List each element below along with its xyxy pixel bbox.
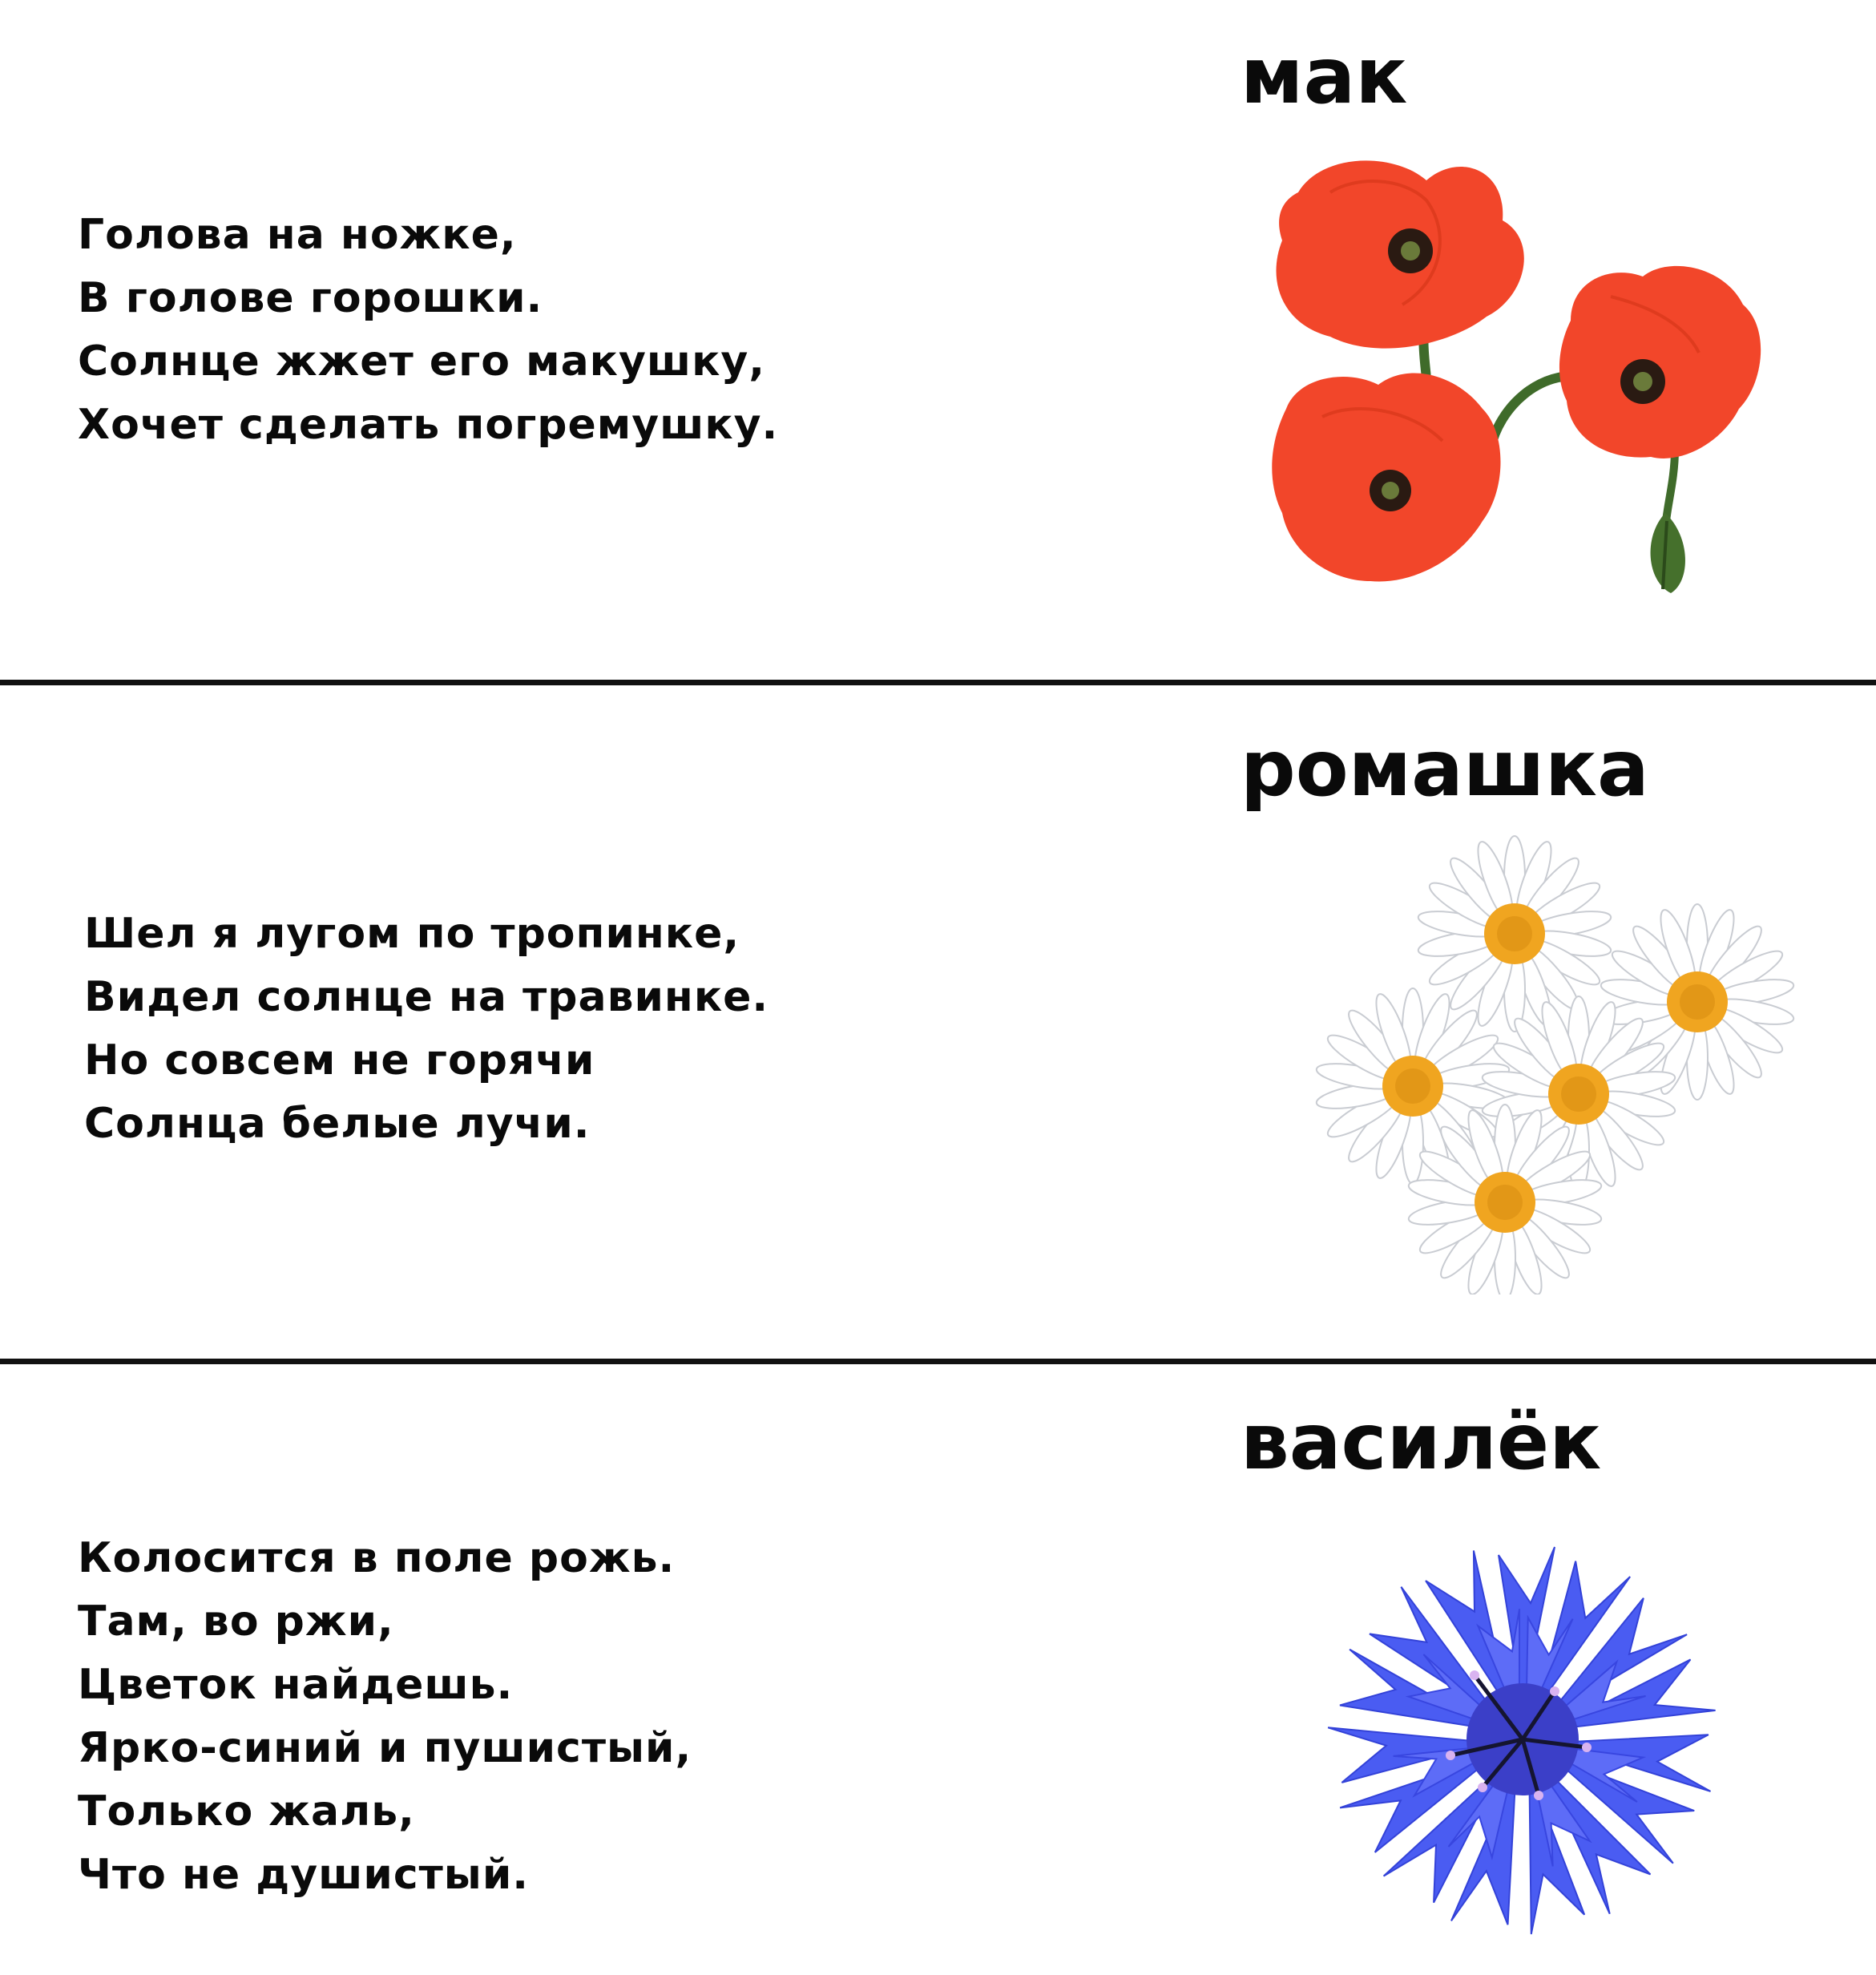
poem-line: Но совсем не горячи [84,1036,595,1084]
poem-line: Только жаль, [78,1787,415,1836]
poem-line: Шел я лугом по тропинке, [84,910,740,958]
section-divider [0,1359,1876,1364]
poem-line: В голове горошки. [78,274,543,322]
section-divider [0,680,1876,685]
flower-title: мак [1241,31,1408,121]
poem-line: Что не душистый. [78,1851,530,1899]
poem-line: Солнце жжет его макушку, [78,337,766,386]
poem-line: Видел солнце на травинке. [84,973,769,1021]
poem-line: Там, во ржи, [78,1597,394,1646]
riddle-poem [84,903,769,1156]
poem-line: Солнца белые лучи. [84,1100,591,1148]
riddle-poem [78,204,778,457]
poem-line: Хочет сделать погремушку. [78,401,779,449]
riddle-poem [78,1527,692,1907]
daisy-image [1298,822,1811,1294]
cornflower-image [1314,1523,1747,1940]
poem-line: Голова на ножке, [78,211,517,259]
flower-title: ромашка [1241,724,1649,814]
poem-line: Цветок найдешь. [78,1661,514,1709]
poppy-image [1250,144,1795,601]
flower-title: василёк [1241,1397,1602,1487]
poem-line: Колосится в поле рожь. [78,1534,676,1582]
poem-line: Ярко-синий и пушистый, [78,1724,692,1772]
